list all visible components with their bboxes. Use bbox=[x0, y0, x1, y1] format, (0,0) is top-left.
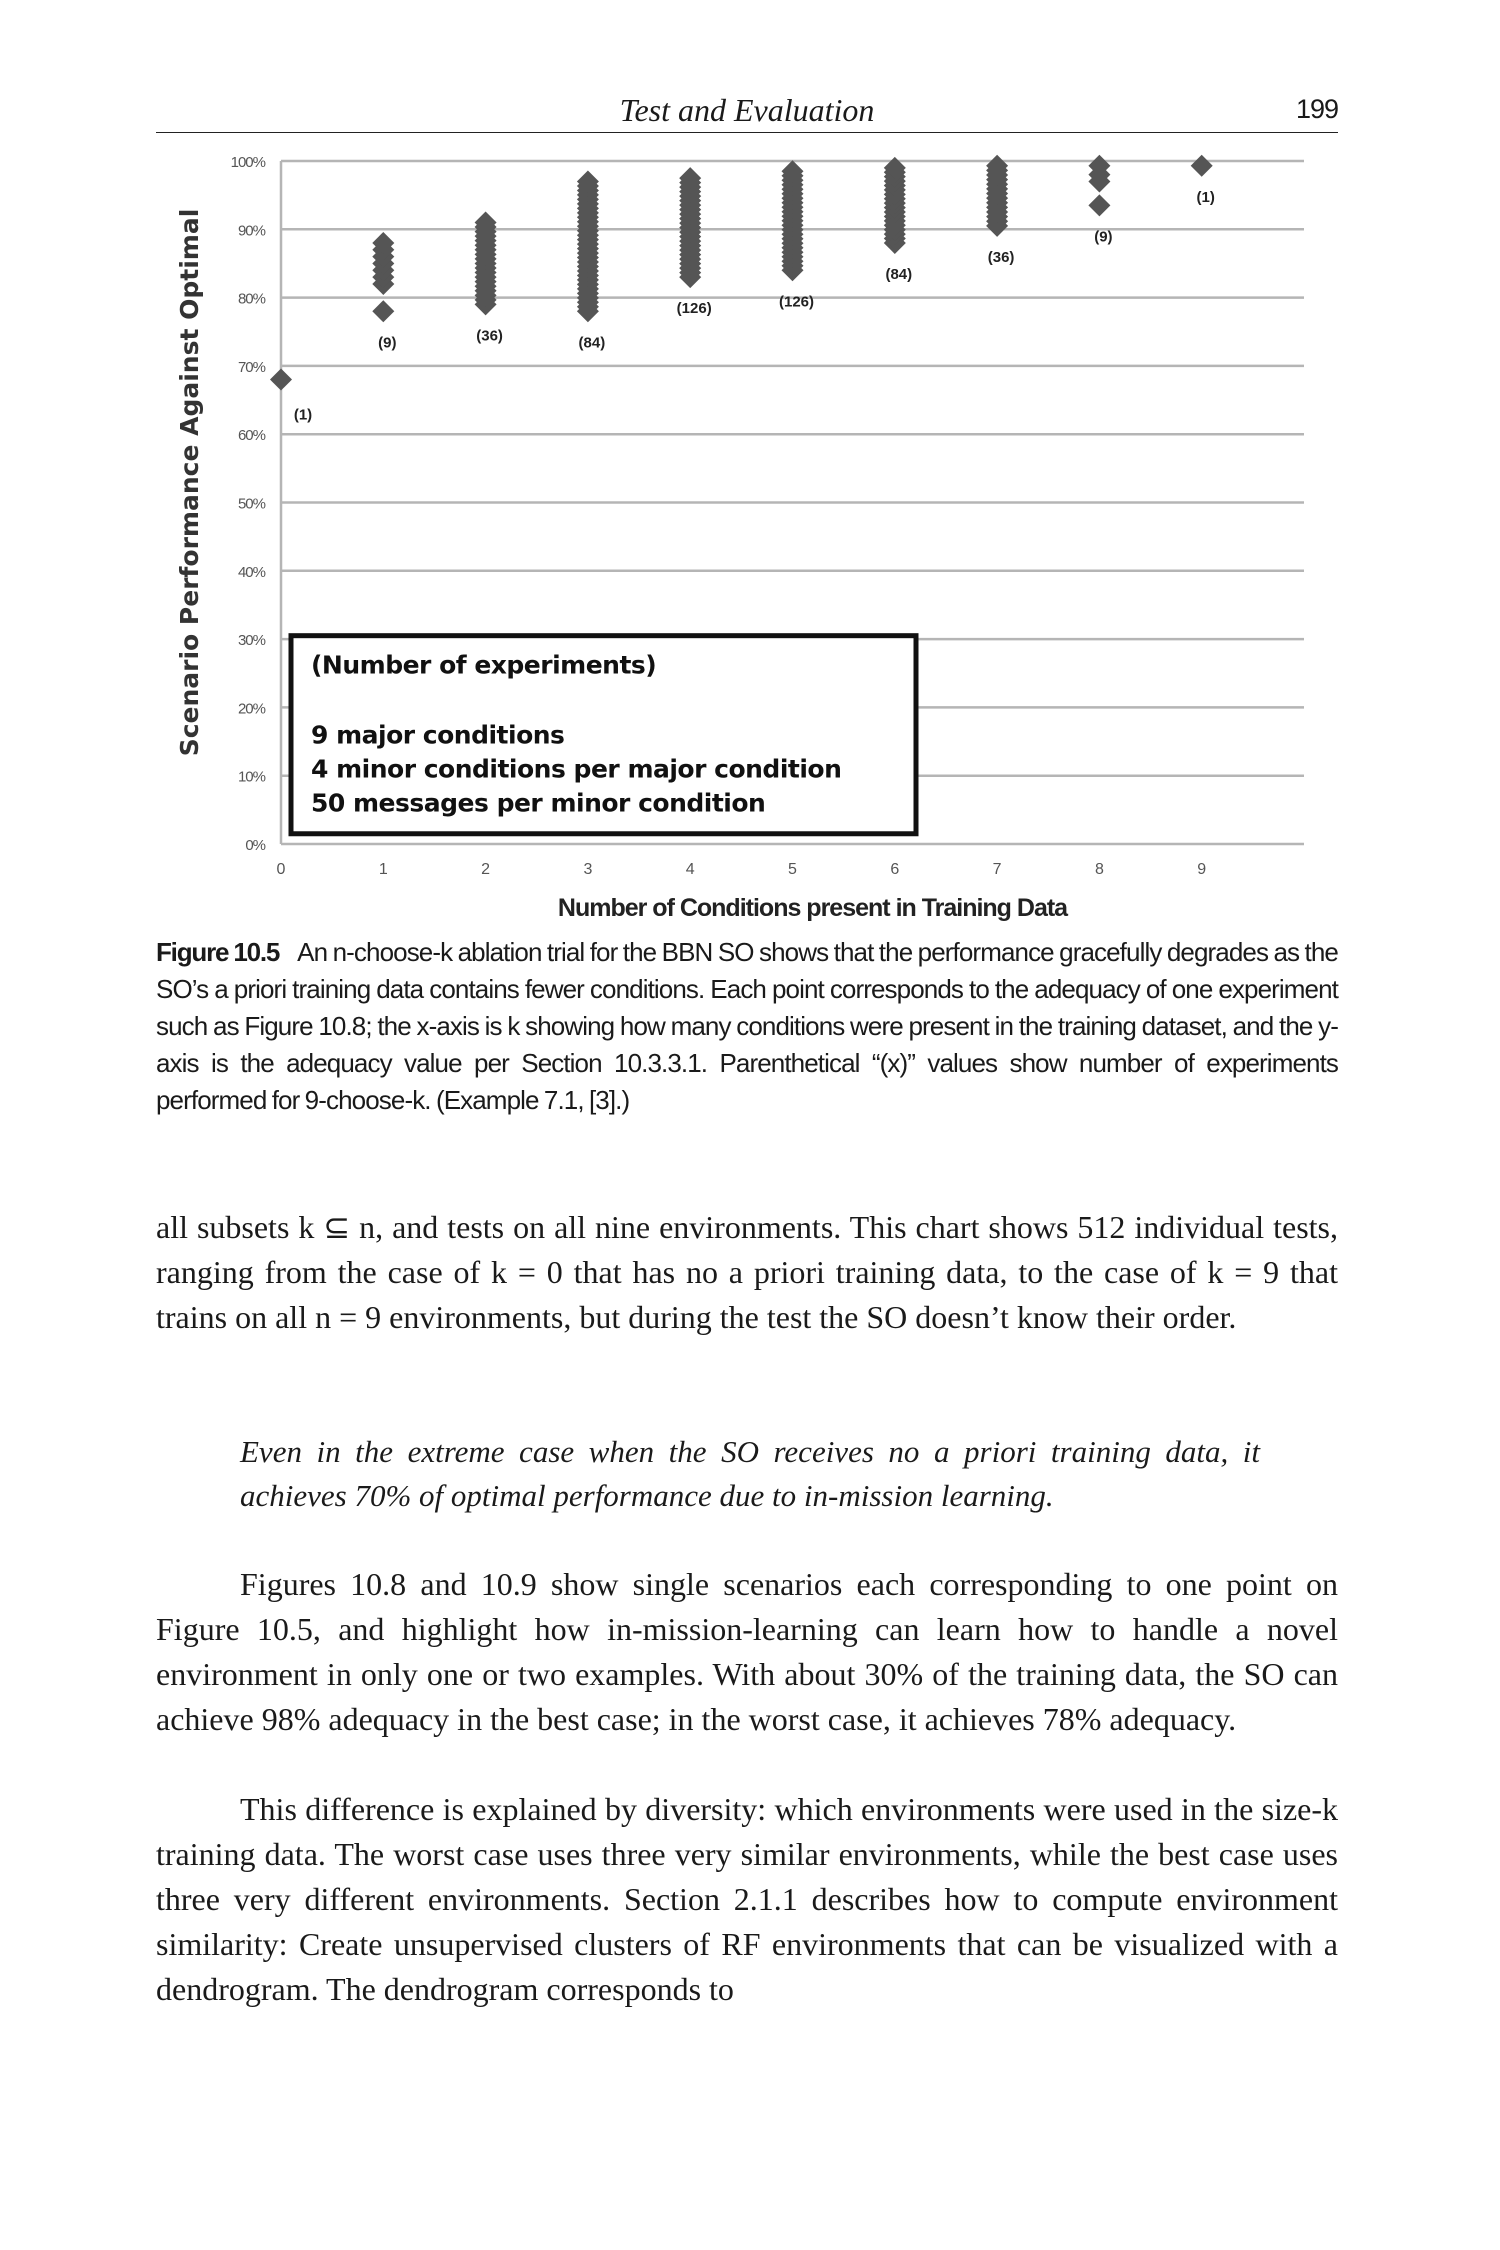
paragraph: This difference is explained by diversity: which environments were used in the size-k training data. The worst case uses three very similar environments, while the best case uses three very different environments. Section 2.1.1 describes how to compute environment similarity: Create unsupervised clusters of RF environments that can be visualized with a dendrogram. The dendrogram corresponds to bbox=[156, 1791, 1338, 2007]
x-tick-label: 6 bbox=[890, 861, 900, 878]
count-label: (36) bbox=[987, 248, 1015, 266]
y-tick-label: 40% bbox=[237, 563, 265, 581]
count-label: (9) bbox=[378, 334, 397, 352]
y-tick-label: 80% bbox=[237, 290, 265, 308]
figure-chart bbox=[150, 140, 1350, 930]
legend-title: (Number of experiments) bbox=[311, 650, 657, 680]
y-tick-label: 70% bbox=[237, 358, 265, 376]
count-label: (36) bbox=[476, 327, 503, 345]
y-tick-label: 10% bbox=[237, 768, 265, 786]
legend-line: 9 major conditions bbox=[311, 720, 565, 750]
x-tick-label: 5 bbox=[788, 861, 797, 878]
y-tick-label: 50% bbox=[237, 495, 265, 513]
y-axis-label: Scenario Performance Against Optimal bbox=[175, 208, 204, 757]
x-tick-label: 4 bbox=[685, 861, 695, 878]
count-label: (84) bbox=[885, 265, 913, 283]
pull-quote: Even in the extreme case when the SO receives no a priori training data, it achieves 70% of optimal performance due to in-mission learning. bbox=[240, 1434, 1260, 1513]
page-number: 199 bbox=[1295, 94, 1338, 124]
data-point bbox=[372, 300, 394, 322]
y-tick-label: 90% bbox=[237, 222, 265, 240]
y-tick-label: 100% bbox=[230, 154, 265, 171]
running-head bbox=[156, 92, 1338, 133]
legend-line: 50 messages per minor condition bbox=[311, 788, 766, 818]
count-label: (126) bbox=[778, 293, 815, 311]
x-tick-label: 0 bbox=[276, 861, 286, 878]
count-label: (1) bbox=[1196, 188, 1215, 206]
x-tick-label: 2 bbox=[481, 861, 491, 878]
caption-label: Figure 10.5 bbox=[156, 937, 280, 967]
running-title: Test and Evaluation bbox=[619, 92, 875, 128]
x-tick-label: 1 bbox=[378, 861, 388, 878]
x-axis-label: Number of Conditions present in Training Data bbox=[557, 894, 1068, 922]
data-point bbox=[1088, 194, 1110, 216]
x-tick-label: 9 bbox=[1197, 861, 1207, 878]
y-tick-label: 20% bbox=[237, 700, 265, 718]
figure-caption bbox=[156, 934, 1338, 1119]
y-tick-label: 0% bbox=[245, 837, 265, 854]
legend-line: 4 minor conditions per major condition bbox=[311, 754, 842, 784]
x-tick-label: 8 bbox=[1094, 861, 1104, 878]
paragraph: all subsets k ⊆ n, and tests on all nine environments. This chart shows 512 individual tests, ranging from the case of k = 0 that has no a priori training data, to the case of k = 9 that trains on all n = 9 environments, but during the test the SO doesn’t know their order. bbox=[156, 1209, 1338, 1335]
count-label: (84) bbox=[578, 334, 606, 352]
count-label: (1) bbox=[293, 406, 313, 424]
caption-text: An n-choose-k ablation trial for the BBN SO shows that the performance gracefully degrades as the SO’s a priori training data contains fewer conditions. Each point corresponds to the adequacy of one experiment such as Figure 10.8; the x-axis is k showing how many conditions were present in the training dataset, and the y-axis is the adequacy value per Section 10.3.3.1. Parenthetical “(x)” values show number of experiments performed for 9-choose-k. (Example 7.1, [3].) bbox=[156, 937, 1338, 1115]
x-tick-label: 7 bbox=[992, 861, 1002, 878]
y-tick-label: 30% bbox=[237, 632, 265, 650]
data-point bbox=[270, 369, 292, 391]
count-label: (9) bbox=[1094, 228, 1113, 246]
paragraph: Figures 10.8 and 10.9 show single scenarios each corresponding to one point on Figure 10.5, and highlight how in-mission-learning can learn how to handle a novel environment in only one or two examples. With about 30% of the training data, the SO can achieve 98% adequacy in the best case; in the worst case, it achieves 78% adequacy. bbox=[156, 1566, 1338, 1737]
count-label: (126) bbox=[676, 300, 712, 318]
x-tick-label: 3 bbox=[583, 861, 593, 878]
y-tick-label: 60% bbox=[237, 427, 265, 445]
data-point bbox=[1191, 155, 1213, 177]
